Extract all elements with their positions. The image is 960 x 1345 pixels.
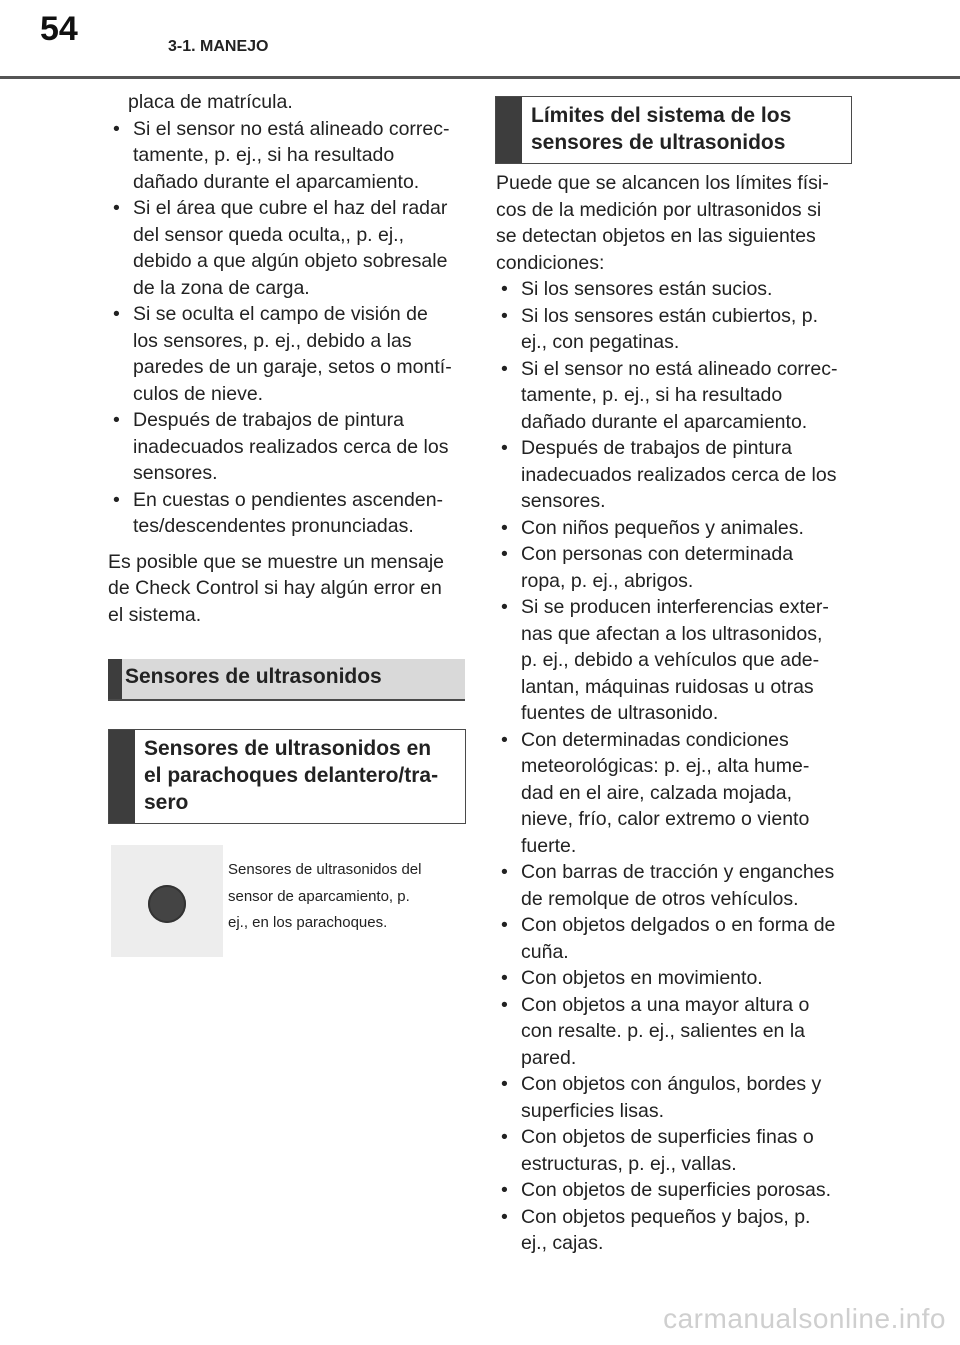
list-item (108, 301, 468, 407)
list-item (496, 1177, 856, 1204)
line: sensores de ultrasonidos (531, 131, 786, 154)
list-item (108, 487, 468, 540)
line: • Con objetos a una mayor altura o (521, 993, 810, 1016)
line: ej., cajas. (521, 1232, 604, 1254)
list-item (496, 303, 856, 356)
line: de remolque de otros vehículos. (521, 887, 799, 910)
line: • En cuestas o pendientes ascenden- (133, 488, 444, 511)
line: • Si se oculta el campo de visión de (133, 303, 428, 325)
line: • Si se producen interferencias exter- (521, 596, 829, 618)
line: • Con objetos en movimiento. (521, 967, 763, 989)
line: sensores. (521, 490, 606, 512)
line: • Con objetos de superficies finas o (521, 1126, 814, 1148)
continuation-line: placa de matrícula. (128, 91, 293, 113)
ultrasonic-sensor-illustration (111, 845, 223, 957)
line: • Con objetos de superficies porosas. (521, 1179, 832, 1201)
line: sensor de aparcamiento, p. (228, 887, 410, 905)
list-item (108, 116, 468, 196)
line: nieve, frío, calor extremo o viento (521, 808, 810, 830)
line: Es posible que se muestre un mensaje (108, 550, 445, 573)
line: Límites del sistema de los (531, 104, 792, 127)
list-item (496, 276, 856, 303)
line: sensores. (133, 462, 218, 484)
line: tamente, p. ej., si ha resultado (133, 144, 395, 166)
list-item (496, 912, 856, 965)
line: lantan, máquinas ruidosas u otras (521, 675, 814, 698)
line: se detectan objetos en las siguientes (496, 225, 816, 247)
line: • Si los sensores están cubiertos, p. (521, 304, 818, 327)
line: • Con niños pequeños y animales. (521, 516, 804, 539)
line: con resalte. p. ej., salientes en la (521, 1020, 805, 1042)
line: • Con objetos delgados o en forma de (521, 914, 836, 936)
line: • Con objetos con ángulos, bordes y (521, 1073, 822, 1095)
line: inadecuados realizados cerca de los (133, 435, 449, 458)
line: paredes de un garaje, setos o montí- (133, 356, 452, 378)
figure-caption (228, 857, 464, 937)
list-item (496, 1204, 856, 1257)
watermark: carmanualsonline.info (663, 1303, 946, 1334)
line: del sensor queda oculta,, p. ej., (133, 223, 405, 246)
line: dad en el aire, calzada mojada, (521, 781, 793, 804)
line: cos de la medición por ultrasonidos si (496, 198, 822, 221)
line: p. ej., debido a vehículos que ade- (521, 649, 820, 671)
check-control-paragraph (108, 549, 468, 629)
line: Puede que se alcancen los límites físi- (496, 172, 829, 194)
line: • Si el sensor no está alineado correc- (133, 117, 450, 140)
list-item (108, 195, 468, 301)
line: • Después de trabajos de pintura (521, 437, 793, 459)
line: inadecuados realizados cerca de los (521, 463, 837, 486)
line: • Si el área que cubre el haz del radar (133, 197, 448, 219)
line: • Con barras de tracción y enganches (521, 861, 835, 883)
subheading-system-limits (495, 96, 852, 164)
line: debido a que algún objeto sobresale (133, 250, 448, 272)
subheading-text (531, 102, 843, 156)
line: • Si el sensor no está alineado correc- (521, 357, 838, 380)
page-number: 54 (40, 10, 78, 48)
line: ej., con pegatinas. (521, 331, 680, 353)
line: sero (144, 791, 189, 814)
list-item (496, 594, 856, 727)
line: estructuras, p. ej., vallas. (521, 1152, 737, 1175)
left-column (108, 89, 468, 628)
line: • Con objetos pequeños y bajos, p. (521, 1205, 811, 1228)
section-heading-text: Sensores de ultrasonidos (125, 665, 382, 688)
list-item (496, 1071, 856, 1124)
sensor-icon (148, 885, 186, 923)
subheading-front-rear-sensors (108, 729, 466, 824)
line: nas que afectan a los ultrasonidos, (521, 622, 823, 645)
line: • Con determinadas condiciones (521, 728, 789, 751)
line: de la zona de carga. (133, 276, 310, 299)
list-item (496, 515, 856, 542)
line: meteorológicas: p. ej., alta hume- (521, 755, 810, 777)
heading-bar (109, 730, 135, 823)
line: ropa, p. ej., abrigos. (521, 569, 694, 592)
line: ej., en los parachoques. (228, 914, 388, 931)
line: • Si los sensores están sucios. (521, 278, 773, 300)
list-item (496, 1124, 856, 1177)
line: tes/descendentes pronunciadas. (133, 515, 414, 537)
line: superficies lisas. (521, 1099, 665, 1122)
line: el sistema. (108, 603, 202, 626)
list-item (496, 992, 856, 1072)
left-bullet-list (108, 116, 468, 540)
line: fuerte. (521, 834, 577, 857)
list-item (496, 356, 856, 436)
line: los sensores, p. ej., debido a las (133, 329, 412, 352)
line: dañado durante el aparcamiento. (521, 410, 808, 433)
intro-paragraph (496, 170, 856, 276)
list-item (496, 541, 856, 594)
right-column (496, 170, 856, 1257)
line: Sensores de ultrasonidos en (144, 737, 432, 760)
line: fuentes de ultrasonido. (521, 702, 719, 724)
line: de Check Control si hay algún error en (108, 577, 442, 599)
page-header (0, 0, 960, 78)
heading-bar (108, 659, 122, 699)
list-item (496, 435, 856, 515)
line: cuña. (521, 940, 569, 963)
list-item (496, 965, 856, 992)
heading-bar (496, 97, 522, 163)
line: dañado durante el aparcamiento. (133, 170, 420, 193)
line: Sensores de ultrasonidos del (228, 861, 422, 878)
section-heading (108, 659, 465, 701)
line: tamente, p. ej., si ha resultado (521, 384, 783, 406)
section-label: 3-1. MANEJO (168, 38, 269, 55)
header-rule (0, 76, 960, 79)
line: • Con personas con determinada (521, 543, 794, 565)
line: • Después de trabajos de pintura (133, 409, 405, 431)
list-item (496, 727, 856, 860)
list-item (108, 407, 468, 487)
list-item (496, 859, 856, 912)
line: condiciones: (496, 251, 605, 274)
line: el parachoques delantero/tra- (144, 764, 439, 787)
line: pared. (521, 1046, 577, 1069)
line: culos de nieve. (133, 382, 264, 405)
subheading-text (144, 735, 457, 816)
right-bullet-list (496, 276, 856, 1257)
